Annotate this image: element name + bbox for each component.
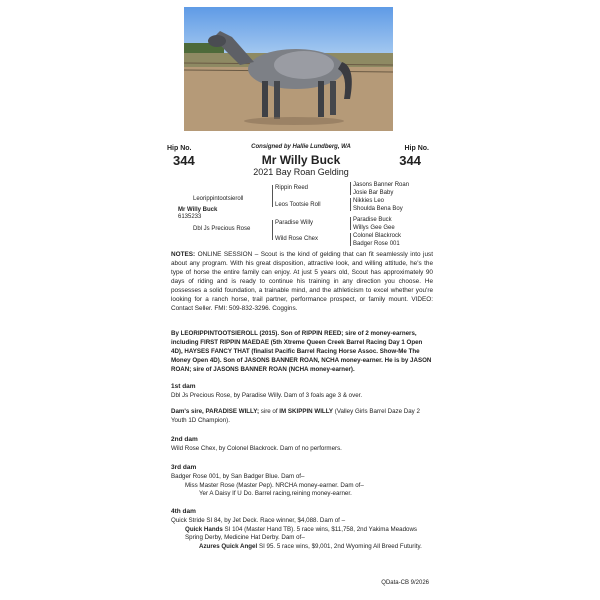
bracket-sd [350,198,351,211]
dam4-line2 [171,526,433,543]
hip-label-left: Hip No. [167,145,192,152]
dam2-text: Wild Rose Chex, by Colonel Blackrock. Dam of no performers. [171,445,342,452]
consignor-line: Consigned by Hallie Lundberg, WA [251,144,351,150]
sale-catalog-page [163,0,439,600]
pedigree-dam: Dbl Js Precious Rose [193,226,251,232]
horse-name: Mr Willy Buck [261,153,341,167]
pedigree-subject: Mr Willy Buck [178,207,218,213]
pedigree-ssd: Josie Bar Baby [353,190,394,196]
pedigree-sss: Jasons Banner Roan [353,182,410,188]
pedigree-sd: Leos Tootsie Roll [275,202,321,208]
dams-sire-mid: sire of [259,408,280,415]
pedigree-sdd: Shoulda Bena Boy [353,206,403,212]
pedigree-dds: Colonel Blackrock [353,233,402,239]
pedigree-sds: Nikkies Leo [353,198,385,204]
dam3-line3: Yer A Daisy If U Do. Barrel racing,reining money-earner. [199,490,352,497]
pedigree-ss: Rippin Reed [275,185,309,191]
sire-paragraph: By LEORIPPINTOOTSIEROLL (2015). Son of RIPPIN REED; sire of 2 money-earners, including FIRST RIPPIN MAEDAE (5th Xtreme Queen Creek Barrel Racing Day 1 Open 4D), HAYSES FANCY THAT (finalist Pacific Barrel Racing Horse Assoc. Show-Me The Money Open 4D). Son of JASONS BANNER ROAN, NCHA money-earner. He is by JASON ROAN; sire of JASONS BANNER ROAN (NCHA money-earner). [171,330,432,373]
bracket-sire [272,185,273,207]
notes-label: NOTES: [171,251,196,258]
dams-sire-rest: (Valley Girls Barrel Daze Day 2 Youth 1D Champion). [171,408,420,424]
dam4-block [171,517,433,551]
dams-sire-horse: IM SKIPPIN WILLY [279,408,334,415]
horse-photo [184,7,393,131]
hip-number-right: 344 [399,153,421,168]
dam2-heading: 2nd dam [171,436,198,443]
dam3-heading: 3rd dam [171,464,197,471]
dam4-line2-text: SI 104 (Master Hand TB). 5 race wins, $11,758, 2nd Yakima Meadows Spring Derby, Medicine Hat Derby. Dam of– [185,525,418,541]
dam3-block [171,473,433,499]
notes-paragraph [171,250,433,313]
pedigree-dsd: Willys Gee Gee [353,225,395,231]
dam1-text: Dbl Js Precious Rose, by Paradise Willy. Dam of 3 foals age 3 & over. [171,392,363,399]
pedigree-registration: 6135233 [178,214,202,220]
dam4-line2-name: Quick Hands [185,525,223,533]
dam3-line1: Badger Rose 001, by San Badger Blue. Dam of– [171,473,305,480]
notes-text: ONLINE SESSION – Scout is the kind of gelding that can fit seamlessly into just about any program. With his great disposition, attractive look, and willing attitude, he's the type of horse the entire family can enjoy. At just 5 years old, Scout has approximately 90 days of riding and is ready to continue his training in any direction you choose. He possesses a solid foundation, a trainable mind, and the athleticism to excel whether you're looking for a ranch horse, trail partner, performance prospect, or family mount. VIDEO: Contact Seller. FMI: 509-832-3296. Coggins. [171,251,433,312]
pedigree-dd: Wild Rose Chex [275,236,319,242]
pedigree-ddd: Badger Rose 001 [353,241,400,247]
bracket-dam [272,220,273,240]
pedigree-sire: Leorippintootsieroll [193,196,244,202]
horse-description: 2021 Bay Roan Gelding [253,167,349,177]
dam4-line1: Quick Stride SI 84, by Jet Deck. Race winner, $4,088. Dam of – [171,517,346,524]
bracket-dd [350,233,351,246]
pedigree-dss: Paradise Buck [353,217,392,223]
dam4-line3 [171,543,433,552]
dam3-line2: Miss Master Rose (Master Pep). NRCHA money-earner. Dam of– [185,481,364,489]
dam4-line3-name: Azures Quick Angel [199,542,258,550]
dam4-line3-text: SI 95. 5 race wins, $9,001, 2nd Wyoming All Breed Futurity. [257,542,422,550]
pedigree-ds: Paradise Willy [275,220,314,226]
dams-sire-lead: Dam's sire, PARADISE WILLY; [171,408,259,415]
bracket-ss [350,182,351,195]
bracket-ds [350,217,351,230]
footer-code: QData-CB 9/2026 [381,580,429,586]
hip-label-right: Hip No. [404,145,429,152]
dam4-heading: 4th dam [171,508,196,515]
dam1-heading: 1st dam [171,383,196,390]
dams-sire-paragraph [171,408,433,425]
hip-number-left: 344 [173,153,195,168]
